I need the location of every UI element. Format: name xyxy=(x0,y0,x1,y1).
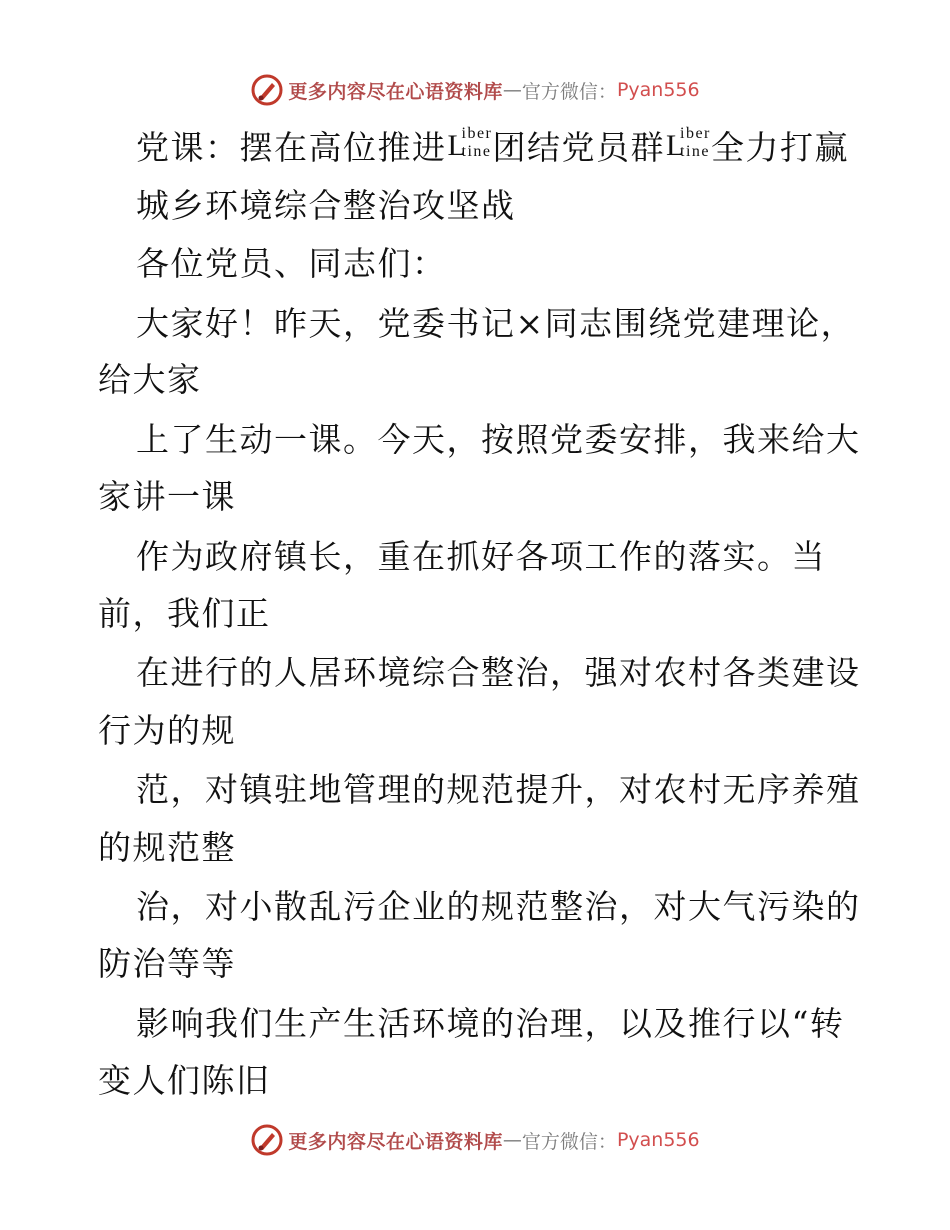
symbol-big: L xyxy=(666,129,686,162)
title-part-1: 党课：摆在高位推进 xyxy=(136,128,447,167)
document-title-line-2: 城乡环境综合整治攻坚战 xyxy=(136,186,516,225)
symbol-sup: iber xyxy=(461,125,493,142)
banner-dash: — xyxy=(502,1129,522,1151)
libertine-symbol-1 xyxy=(447,125,493,163)
title-part-3: 全力打赢 xyxy=(711,128,849,167)
paragraph-7-line-b: 变人们陈旧 xyxy=(98,1061,271,1100)
paragraph-6-line-b: 防治等等 xyxy=(98,944,236,983)
banner-contact-text: 官方微信： xyxy=(521,80,617,103)
paragraph-3-line-a: 作为政府镇长，重在抓好各项工作的落实。当 xyxy=(136,537,826,576)
paragraph-7-line-a: 影响我们生产生活环境的治理，以及推行以“转 xyxy=(136,1004,845,1043)
paragraph-2-line-a: 上了生动一课。今天，按照党委安排，我来给大 xyxy=(136,420,861,459)
symbol-sub: tine xyxy=(461,143,492,160)
symbol-big: L xyxy=(447,129,468,162)
paragraph-2-line-b: 家讲一课 xyxy=(98,477,236,516)
symbol-sub: tine xyxy=(680,143,710,160)
paragraph-3-line-b: 前，我们正 xyxy=(98,594,271,633)
document-title-line-1 xyxy=(136,125,896,168)
salutation: 各位党员、同志们： xyxy=(136,244,447,283)
paragraph-4-line-b: 行为的规 xyxy=(98,711,236,750)
banner-contact-text: 官方微信： xyxy=(521,1130,617,1153)
pen-circle-logo-icon xyxy=(250,73,284,107)
banner-dash: — xyxy=(502,79,522,101)
banner-contact-id: Pyan556 xyxy=(616,79,700,101)
symbol-sup: iber xyxy=(680,125,711,142)
paragraph-5-line-a: 范，对镇驻地管理的规范提升，对农村无序养殖 xyxy=(136,770,861,809)
paragraph-6-line-a: 治，对小散乱污企业的规范整治，对大气污染的 xyxy=(136,887,861,926)
paragraph-1-line-b: 给大家 xyxy=(98,360,202,399)
libertine-symbol-2 xyxy=(666,125,711,163)
paragraph-4-line-a: 在进行的人居环境综合整治，强对农村各类建设 xyxy=(136,653,861,692)
pen-circle-logo-icon xyxy=(250,1123,284,1157)
banner-main-text: 更多内容尽在心语资料库 xyxy=(288,1130,503,1153)
paragraph-1-line-a: 大家好！昨天，党委书记×同志围绕党建理论， xyxy=(136,304,856,343)
header-banner xyxy=(0,70,950,110)
paragraph-5-line-b: 的规范整 xyxy=(98,828,236,867)
banner-contact-id: Pyan556 xyxy=(616,1129,700,1151)
footer-banner xyxy=(0,1120,950,1160)
title-part-2: 团结党员群 xyxy=(492,128,665,167)
banner-main-text: 更多内容尽在心语资料库 xyxy=(288,80,503,103)
